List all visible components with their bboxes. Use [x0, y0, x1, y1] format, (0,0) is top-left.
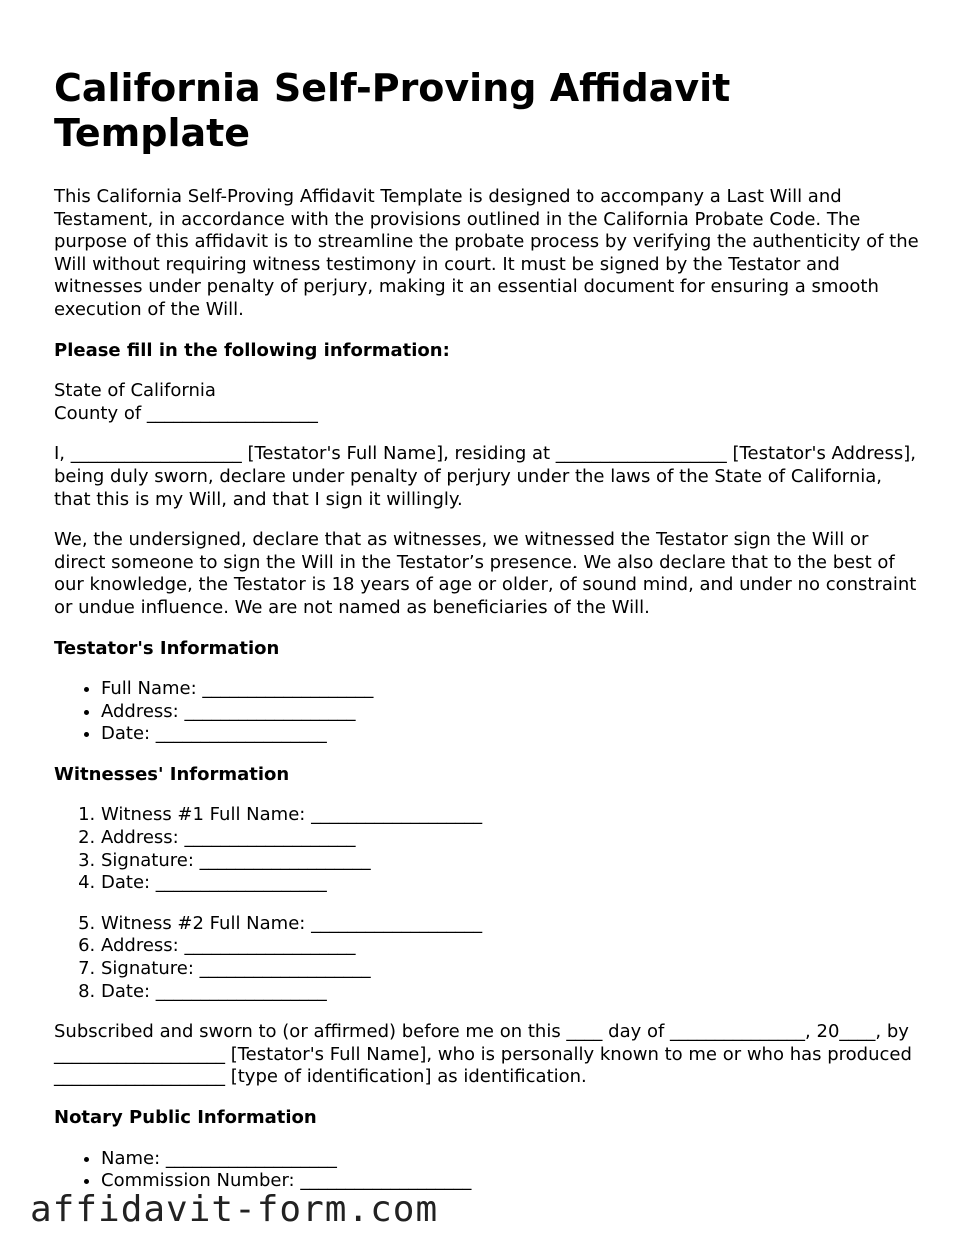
- notary-fields-list: [54, 1148, 924, 1193]
- county-line: County of ___________________: [54, 402, 318, 424]
- testator-declaration: I, ___________________ [Testator's Full Name], residing at ___________________ [Testator's Address], being duly sworn, declare under penalty of perjury under the laws of the State of California, that this is my Will, and that I sign it willingly.: [54, 443, 916, 510]
- document-body: [54, 66, 924, 1211]
- testator-fields-list: [54, 678, 924, 746]
- testator-full-name-field: • Full Name: ___________________: [101, 678, 924, 701]
- witness1-fields-list: [54, 804, 924, 894]
- venue-block: [54, 380, 924, 425]
- witness2-date-field: 8. Date: ___________________: [101, 981, 924, 1004]
- witness2-signature-field: 7. Signature: ___________________: [101, 958, 924, 981]
- notary-name-field: • Name: ___________________: [101, 1148, 924, 1171]
- testator-address-field: • Address: ___________________: [101, 701, 924, 724]
- testator-date-field: • Date: ___________________: [101, 723, 924, 746]
- state-line: State of California: [54, 380, 216, 402]
- notary-statement: Subscribed and sworn to (or affirmed) before me on this ____ day of _______________, 20____, by ___________________ [Testator's Full Name], who is personally known to me or who has produced ___________________ [type of identification] as identification.: [54, 1021, 912, 1088]
- notary-heading: Notary Public Information: [54, 1107, 317, 1128]
- witness2-full-name-field: 5. Witness #2 Full Name: ___________________: [101, 913, 924, 936]
- witness1-address-field: 2. Address: ___________________: [101, 827, 924, 850]
- witness1-full-name-field: 1. Witness #1 Full Name: ___________________: [101, 804, 924, 827]
- notary-commission-field: • Commission Number: ___________________: [101, 1170, 924, 1193]
- page-title: California Self-Proving Affidavit Template: [54, 66, 731, 155]
- site-watermark: affidavit-form.com: [30, 1189, 439, 1230]
- witness1-date-field: 4. Date: ___________________: [101, 872, 924, 895]
- witnesses-heading: Witnesses' Information: [54, 763, 290, 785]
- witness2-fields-list: [54, 913, 924, 1003]
- witness1-signature-field: 3. Signature: ___________________: [101, 850, 924, 873]
- fill-prompt: Please fill in the following information:: [54, 339, 450, 361]
- witness2-address-field: 6. Address: ___________________: [101, 935, 924, 958]
- intro-paragraph: This California Self-Proving Affidavit Template is designed to accompany a Last Will and Testament, in accordance with the provisions outlined in the California Probate Code. The purpose of this affidavit is to streamline the probate process by verifying the authenticity of the Will without requiring witness testimony in court. It must be signed by the Testator and witnesses under penalty of perjury, making it an essential document for ensuring a smooth execution of the Will.: [54, 186, 919, 320]
- witness-statement: We, the undersigned, declare that as witnesses, we witnessed the Testator sign the Will or direct someone to sign the Will in the Testator’s presence. We also declare that to the best of our knowledge, the Testator is 18 years of age or older, of sound mind, and under no constraint or undue influence. We are not named as beneficiaries of the Will.: [54, 529, 917, 618]
- testator-heading: Testator's Information: [54, 637, 280, 659]
